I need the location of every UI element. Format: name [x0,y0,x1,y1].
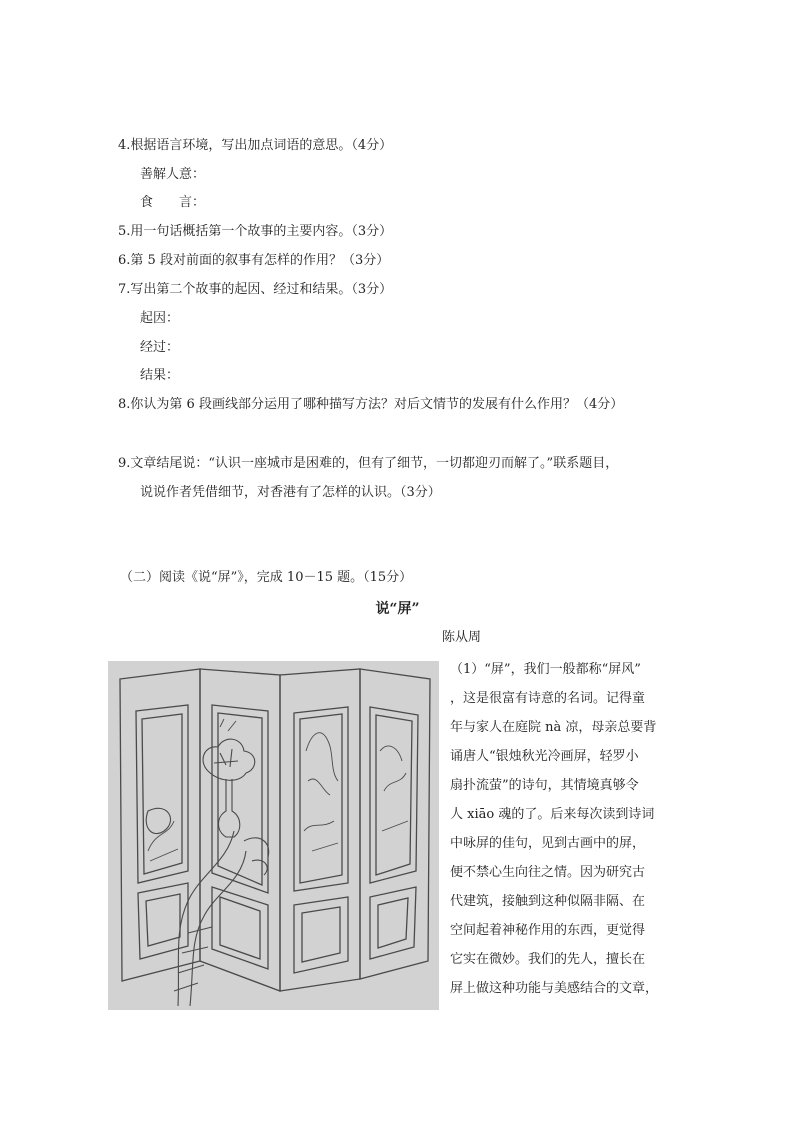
landscape-details [148,719,408,861]
article-line: 便不禁心生向往之情。因为研究古 [450,865,646,880]
article-line: 中咏屏的佳句，见到古画中的屏， [450,836,646,851]
article-line: 代建筑，接触到这种似隔非隔、在 [450,894,646,909]
article-line: 空间起着神秘作用的东西，更觉得 [450,923,646,938]
q7-process: 经过： [140,340,180,355]
question-6: 6.第 5 段对前面的叙事有怎样的作用？（3分） [118,253,390,268]
tree-and-rock-drawing [146,739,268,1006]
article-line: （1）“屏”，我们一般都称“屏风” [450,662,641,677]
question-7: 7.写出第二个故事的起因、经过和结果。（3分） [118,282,393,297]
q7-cause: 起因： [140,311,180,326]
question-8: 8.你认为第 6 段画线部分运用了哪种描写方法？对后文情节的发展有什么作用？（4分） [118,397,624,412]
q4-term-1: 善解人意： [140,167,206,182]
screen-panel-2 [200,669,280,991]
article-line: 扇扑流萤”的诗句，其情境真够令 [450,778,639,793]
article-title: 说“屏” [375,601,420,617]
q4-term-2: 食 言： [140,195,206,210]
question-4: 4.根据语言环境，写出加点词语的意思。（4分） [118,138,393,153]
screen-panel-4 [360,669,430,979]
article-author: 陈从周 [442,630,482,645]
article-line: 人 xiāo 魂的了。后来每次读到诗词 [450,807,655,822]
screen-panel-3 [280,669,360,991]
question-9: 9.文章结尾说：“认识一座城市是困难的，但有了细节，一切都迎刃而解了。”联系题目， [118,456,619,471]
question-9-continued: 说说作者凭借细节，对香港有了怎样的认识。（3分） [140,485,441,500]
article-line: 诵唐人“银烛秋光冷画屏，轻罗小 [450,749,639,764]
article-line: 它实在微妙。我们的先人，擅长在 [450,952,646,967]
question-5: 5.用一句话概括第一个故事的主要内容。（3分） [118,224,393,239]
folding-screen-illustration [108,661,439,1010]
article-line: 年与家人在庭院 nà 凉，母亲总要背 [450,720,657,735]
article-line: ，这是很富有诗意的名词。记得童 [450,691,646,706]
article-line: 屏上做这种功能与美感结合的文章， [450,981,659,996]
article-paragraph-1 [450,655,690,1003]
screen-panel-1 [120,669,200,981]
q7-result: 结果： [140,368,180,383]
section-heading: （二）阅读《说“屏”》，完成 10－15 题。（15分） [120,570,413,585]
